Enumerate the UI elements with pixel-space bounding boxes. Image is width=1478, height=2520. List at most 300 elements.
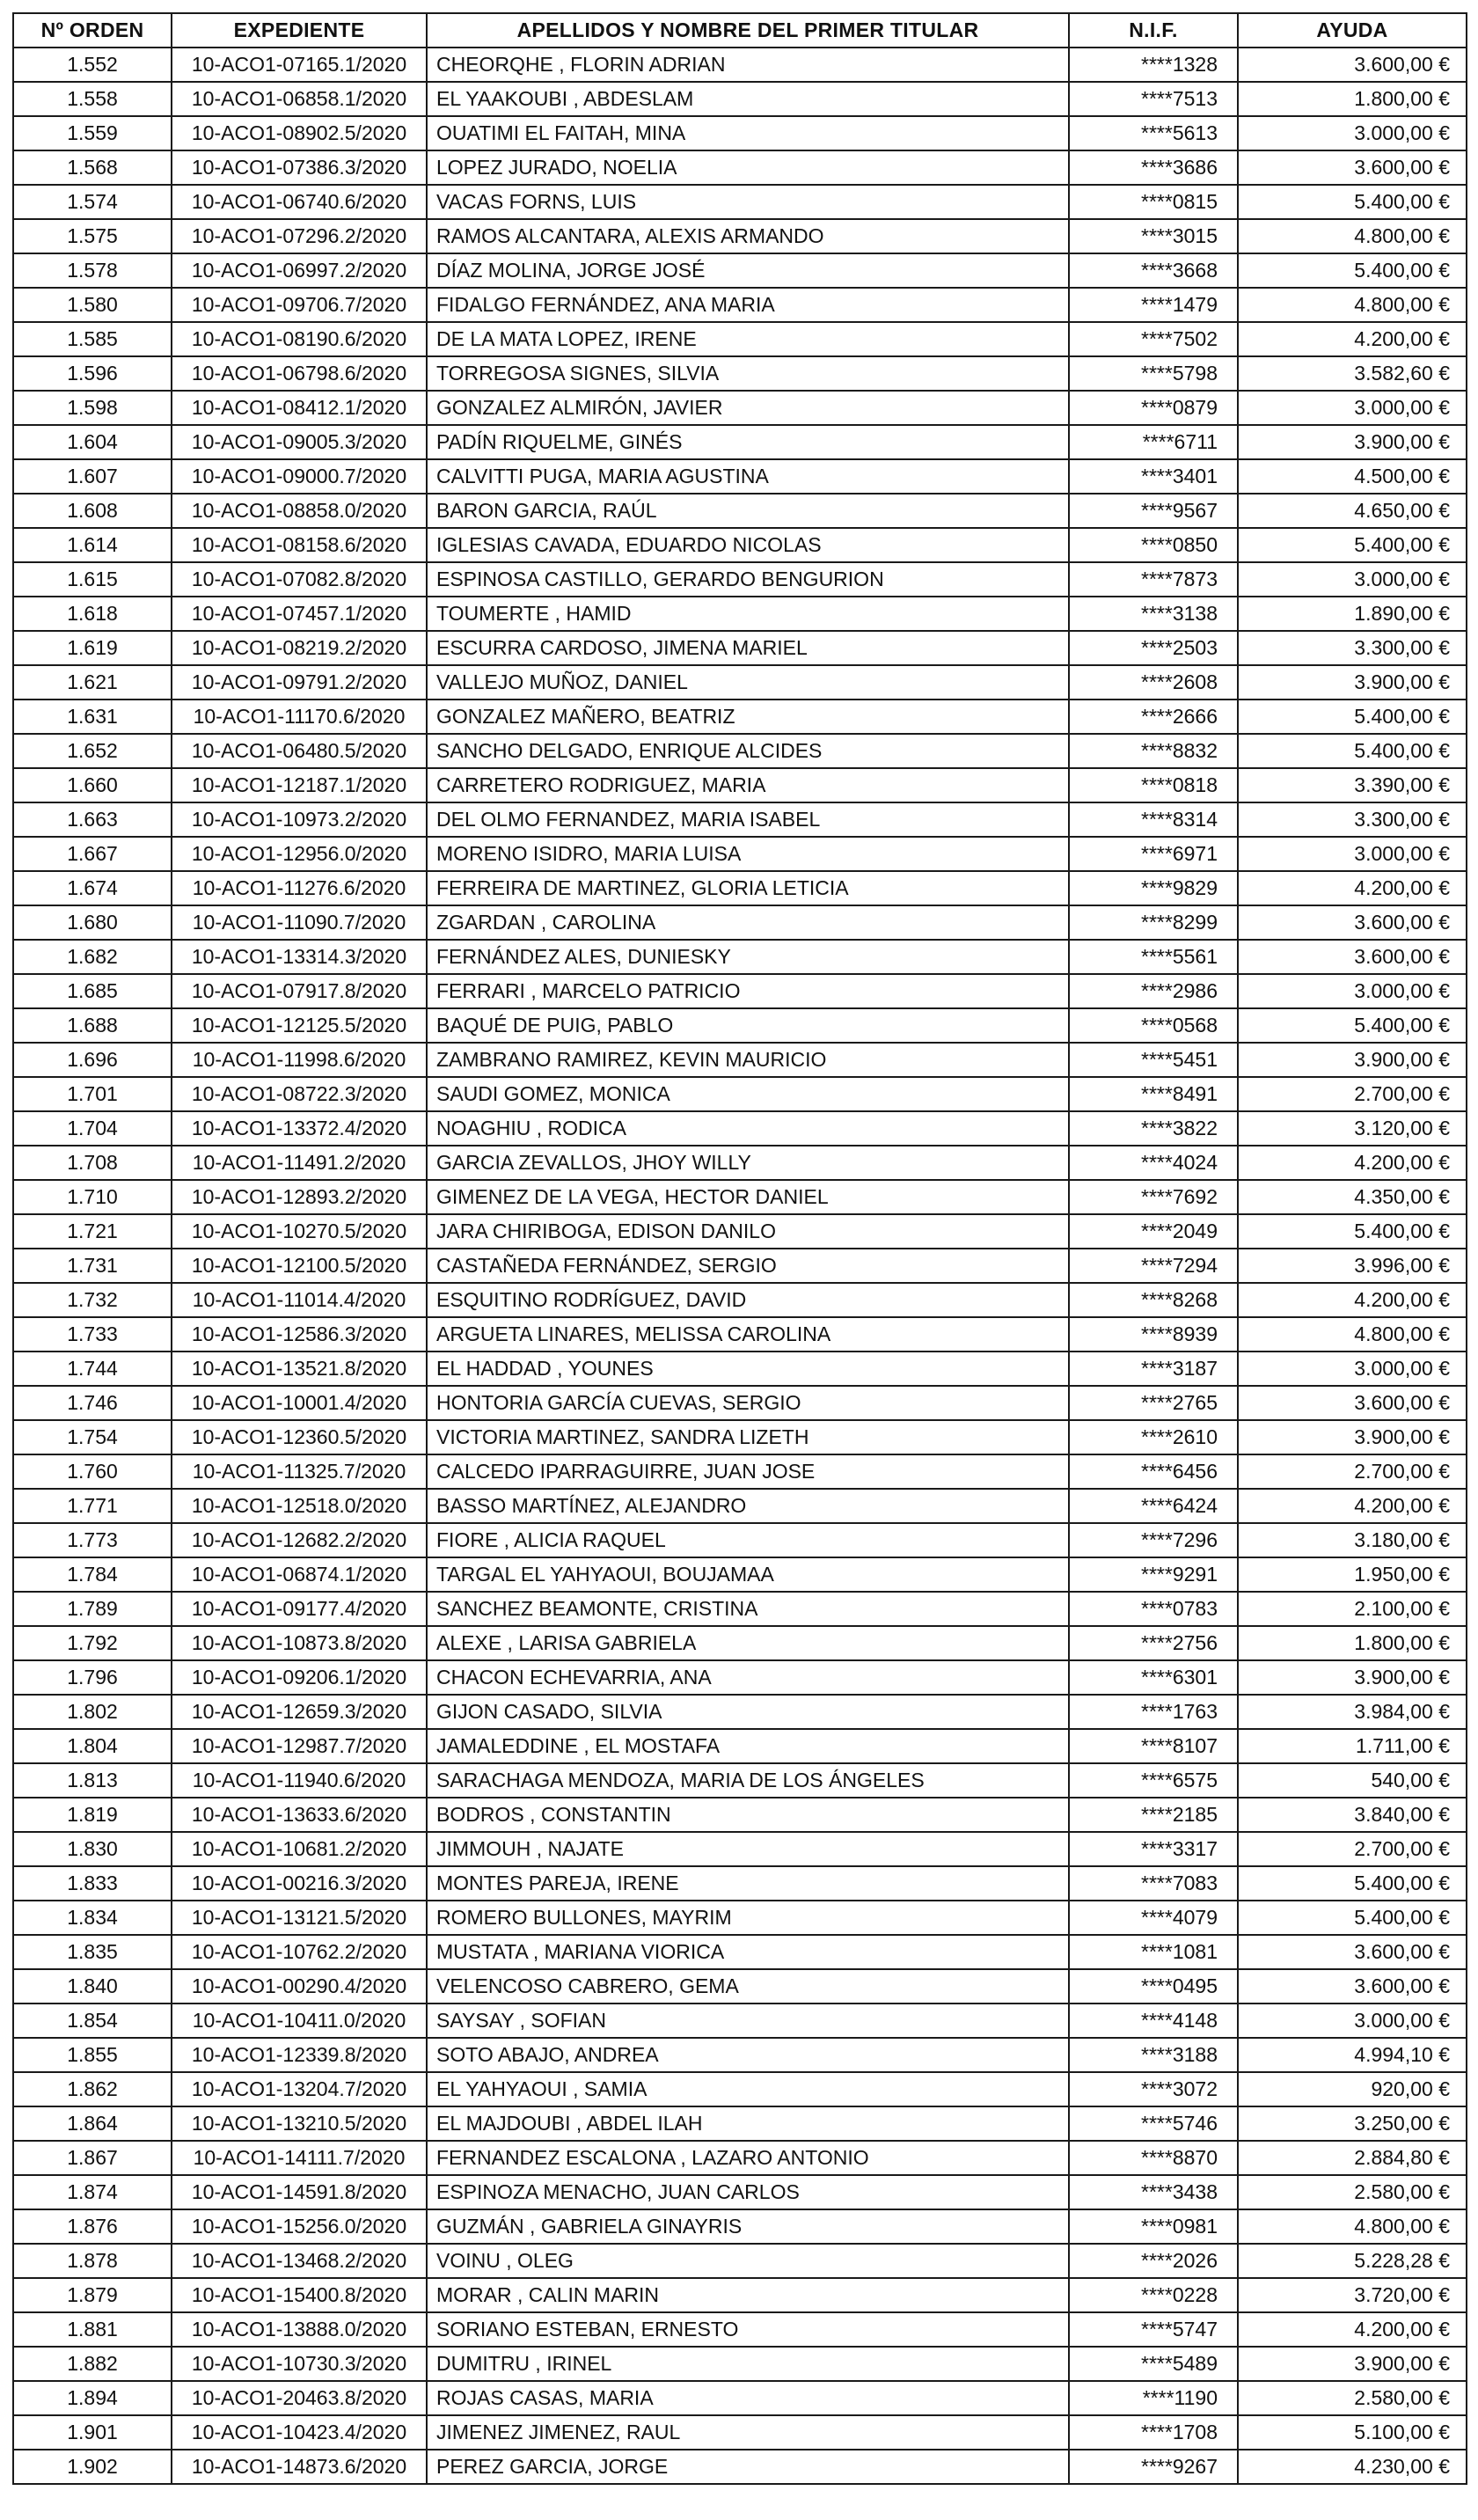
cell-expediente: 10-ACO1-12100.5/2020: [172, 1249, 427, 1283]
cell-ayuda: 3.000,00 €: [1238, 837, 1467, 871]
cell-titular: JAMALEDDINE , EL MOSTAFA: [427, 1729, 1069, 1763]
table-row: [13, 1660, 1467, 1695]
cell-nif: ****3438: [1069, 2175, 1238, 2209]
cell-ayuda: 3.000,00 €: [1238, 2004, 1467, 2038]
cell-titular: HONTORIA GARCÍA CUEVAS, SERGIO: [427, 1386, 1069, 1420]
cell-ayuda: 4.650,00 €: [1238, 494, 1467, 528]
cell-nif: ****1190: [1069, 2381, 1238, 2415]
cell-nif: ****8491: [1069, 1077, 1238, 1111]
cell-orden: 1.585: [13, 322, 172, 356]
header-ayuda: AYUDA: [1238, 13, 1467, 48]
table-row: [13, 1798, 1467, 1832]
cell-nif: ****7692: [1069, 1180, 1238, 1214]
cell-titular: JIMENEZ JIMENEZ, RAUL: [427, 2415, 1069, 2450]
cell-ayuda: 4.800,00 €: [1238, 219, 1467, 253]
cell-nif: ****8832: [1069, 734, 1238, 768]
cell-nif: ****7513: [1069, 82, 1238, 116]
cell-ayuda: 5.400,00 €: [1238, 734, 1467, 768]
cell-ayuda: 3.300,00 €: [1238, 802, 1467, 837]
cell-orden: 1.685: [13, 974, 172, 1008]
cell-orden: 1.596: [13, 356, 172, 391]
cell-titular: FERNÁNDEZ ALES, DUNIESKY: [427, 940, 1069, 974]
table-row: [13, 1077, 1467, 1111]
cell-expediente: 10-ACO1-08190.6/2020: [172, 322, 427, 356]
cell-nif: ****9267: [1069, 2450, 1238, 2484]
cell-ayuda: 3.180,00 €: [1238, 1523, 1467, 1557]
cell-titular: FIORE , ALICIA RAQUEL: [427, 1523, 1069, 1557]
cell-ayuda: 3.000,00 €: [1238, 974, 1467, 1008]
cell-ayuda: 3.000,00 €: [1238, 1352, 1467, 1386]
cell-ayuda: 4.200,00 €: [1238, 871, 1467, 905]
cell-orden: 1.796: [13, 1660, 172, 1695]
cell-orden: 1.575: [13, 219, 172, 253]
cell-titular: SAYSAY , SOFIAN: [427, 2004, 1069, 2038]
table-row: [13, 322, 1467, 356]
cell-expediente: 10-ACO1-09000.7/2020: [172, 459, 427, 494]
cell-expediente: 10-ACO1-10681.2/2020: [172, 1832, 427, 1866]
cell-expediente: 10-ACO1-08858.0/2020: [172, 494, 427, 528]
cell-nif: ****8299: [1069, 905, 1238, 940]
cell-orden: 1.552: [13, 48, 172, 82]
cell-expediente: 10-ACO1-11170.6/2020: [172, 700, 427, 734]
table-row: [13, 631, 1467, 665]
table-row: [13, 150, 1467, 185]
cell-ayuda: 4.500,00 €: [1238, 459, 1467, 494]
cell-nif: ****4079: [1069, 1901, 1238, 1935]
cell-expediente: 10-ACO1-12987.7/2020: [172, 1729, 427, 1763]
cell-titular: BARON GARCIA, RAÚL: [427, 494, 1069, 528]
table-row: [13, 288, 1467, 322]
cell-expediente: 10-ACO1-13210.5/2020: [172, 2106, 427, 2141]
cell-orden: 1.878: [13, 2244, 172, 2278]
cell-nif: ****0879: [1069, 391, 1238, 425]
table-row: [13, 2312, 1467, 2347]
table-row: [13, 528, 1467, 562]
cell-titular: ROJAS CASAS, MARIA: [427, 2381, 1069, 2415]
cell-expediente: 10-ACO1-10730.3/2020: [172, 2347, 427, 2381]
cell-orden: 1.784: [13, 1557, 172, 1592]
cell-orden: 1.607: [13, 459, 172, 494]
cell-ayuda: 5.400,00 €: [1238, 1214, 1467, 1249]
table-row: [13, 2072, 1467, 2106]
cell-expediente: 10-ACO1-08219.2/2020: [172, 631, 427, 665]
cell-nif: ****8268: [1069, 1283, 1238, 1317]
cell-nif: ****3317: [1069, 1832, 1238, 1866]
cell-nif: ****6424: [1069, 1489, 1238, 1523]
table-row: [13, 734, 1467, 768]
cell-ayuda: 3.000,00 €: [1238, 391, 1467, 425]
cell-ayuda: 2.580,00 €: [1238, 2381, 1467, 2415]
cell-expediente: 10-ACO1-10001.4/2020: [172, 1386, 427, 1420]
cell-ayuda: 3.250,00 €: [1238, 2106, 1467, 2141]
cell-nif: ****6711: [1069, 425, 1238, 459]
table-row: [13, 1901, 1467, 1935]
cell-titular: ARGUETA LINARES, MELISSA CAROLINA: [427, 1317, 1069, 1352]
cell-expediente: 10-ACO1-06858.1/2020: [172, 82, 427, 116]
cell-expediente: 10-ACO1-12360.5/2020: [172, 1420, 427, 1454]
cell-nif: ****5613: [1069, 116, 1238, 150]
cell-ayuda: 5.400,00 €: [1238, 1866, 1467, 1901]
cell-expediente: 10-ACO1-09005.3/2020: [172, 425, 427, 459]
table-row: [13, 1420, 1467, 1454]
cell-titular: SOTO ABAJO, ANDREA: [427, 2038, 1069, 2072]
table-row: [13, 1454, 1467, 1489]
cell-ayuda: 5.400,00 €: [1238, 253, 1467, 288]
cell-expediente: 10-ACO1-10270.5/2020: [172, 1214, 427, 1249]
cell-nif: ****0818: [1069, 768, 1238, 802]
cell-titular: VELENCOSO CABRERO, GEMA: [427, 1969, 1069, 2004]
cell-orden: 1.578: [13, 253, 172, 288]
cell-titular: GONZALEZ MAÑERO, BEATRIZ: [427, 700, 1069, 734]
cell-nif: ****3187: [1069, 1352, 1238, 1386]
cell-orden: 1.652: [13, 734, 172, 768]
table-row: [13, 1557, 1467, 1592]
cell-ayuda: 1.950,00 €: [1238, 1557, 1467, 1592]
cell-orden: 1.879: [13, 2278, 172, 2312]
cell-titular: BAQUÉ DE PUIG, PABLO: [427, 1008, 1069, 1043]
cell-orden: 1.901: [13, 2415, 172, 2450]
table-row: [13, 2278, 1467, 2312]
cell-expediente: 10-ACO1-14591.8/2020: [172, 2175, 427, 2209]
cell-orden: 1.674: [13, 871, 172, 905]
table-header: [13, 13, 1467, 48]
cell-titular: FIDALGO FERNÁNDEZ, ANA MARIA: [427, 288, 1069, 322]
table-row: [13, 2106, 1467, 2141]
cell-orden: 1.882: [13, 2347, 172, 2381]
cell-expediente: 10-ACO1-06480.5/2020: [172, 734, 427, 768]
cell-titular: LOPEZ JURADO, NOELIA: [427, 150, 1069, 185]
cell-nif: ****0981: [1069, 2209, 1238, 2244]
cell-ayuda: 4.350,00 €: [1238, 1180, 1467, 1214]
table-row: [13, 2415, 1467, 2450]
cell-expediente: 10-ACO1-12339.8/2020: [172, 2038, 427, 2072]
table-row: [13, 1043, 1467, 1077]
table-row: [13, 1763, 1467, 1798]
cell-titular: ESPINOZA MENACHO, JUAN CARLOS: [427, 2175, 1069, 2209]
cell-orden: 1.574: [13, 185, 172, 219]
cell-expediente: 10-ACO1-13121.5/2020: [172, 1901, 427, 1935]
cell-ayuda: 3.900,00 €: [1238, 1420, 1467, 1454]
cell-ayuda: 4.994,10 €: [1238, 2038, 1467, 2072]
cell-expediente: 10-ACO1-07165.1/2020: [172, 48, 427, 82]
cell-orden: 1.696: [13, 1043, 172, 1077]
cell-ayuda: 4.800,00 €: [1238, 2209, 1467, 2244]
beneficiaries-table: [12, 12, 1467, 2485]
cell-orden: 1.615: [13, 562, 172, 597]
cell-titular: VACAS FORNS, LUIS: [427, 185, 1069, 219]
cell-nif: ****0783: [1069, 1592, 1238, 1626]
cell-orden: 1.608: [13, 494, 172, 528]
cell-ayuda: 3.996,00 €: [1238, 1249, 1467, 1283]
cell-nif: ****6456: [1069, 1454, 1238, 1489]
cell-orden: 1.621: [13, 665, 172, 700]
cell-nif: ****7502: [1069, 322, 1238, 356]
cell-ayuda: 5.400,00 €: [1238, 1901, 1467, 1935]
cell-ayuda: 5.100,00 €: [1238, 2415, 1467, 2450]
table-row: [13, 1729, 1467, 1763]
cell-orden: 1.835: [13, 1935, 172, 1969]
cell-nif: ****3072: [1069, 2072, 1238, 2106]
cell-expediente: 10-ACO1-07917.8/2020: [172, 974, 427, 1008]
cell-titular: ZAMBRANO RAMIREZ, KEVIN MAURICIO: [427, 1043, 1069, 1077]
cell-ayuda: 4.200,00 €: [1238, 1146, 1467, 1180]
table-row: [13, 837, 1467, 871]
cell-ayuda: 1.800,00 €: [1238, 82, 1467, 116]
table-row: [13, 48, 1467, 82]
cell-titular: FERNANDEZ ESCALONA , LAZARO ANTONIO: [427, 2141, 1069, 2175]
cell-titular: GARCIA ZEVALLOS, JHOY WILLY: [427, 1146, 1069, 1180]
cell-ayuda: 3.900,00 €: [1238, 1043, 1467, 1077]
cell-expediente: 10-ACO1-06874.1/2020: [172, 1557, 427, 1592]
cell-ayuda: 3.720,00 €: [1238, 2278, 1467, 2312]
cell-titular: SANCHEZ BEAMONTE, CRISTINA: [427, 1592, 1069, 1626]
table-row: [13, 1146, 1467, 1180]
cell-titular: ESQUITINO RODRÍGUEZ, DAVID: [427, 1283, 1069, 1317]
cell-nif: ****3822: [1069, 1111, 1238, 1146]
cell-expediente: 10-ACO1-07296.2/2020: [172, 219, 427, 253]
table-row: [13, 2381, 1467, 2415]
cell-orden: 1.667: [13, 837, 172, 871]
cell-nif: ****2610: [1069, 1420, 1238, 1454]
cell-nif: ****9567: [1069, 494, 1238, 528]
cell-ayuda: 3.000,00 €: [1238, 562, 1467, 597]
table-row: [13, 2038, 1467, 2072]
cell-expediente: 10-ACO1-14111.7/2020: [172, 2141, 427, 2175]
cell-orden: 1.773: [13, 1523, 172, 1557]
table-row: [13, 2141, 1467, 2175]
table-row: [13, 425, 1467, 459]
cell-ayuda: 2.884,80 €: [1238, 2141, 1467, 2175]
cell-expediente: 10-ACO1-12893.2/2020: [172, 1180, 427, 1214]
cell-orden: 1.614: [13, 528, 172, 562]
cell-orden: 1.688: [13, 1008, 172, 1043]
cell-ayuda: 3.984,00 €: [1238, 1695, 1467, 1729]
cell-titular: IGLESIAS CAVADA, EDUARDO NICOLAS: [427, 528, 1069, 562]
cell-titular: ROMERO BULLONES, MAYRIM: [427, 1901, 1069, 1935]
cell-orden: 1.867: [13, 2141, 172, 2175]
cell-ayuda: 3.900,00 €: [1238, 665, 1467, 700]
cell-expediente: 10-ACO1-00290.4/2020: [172, 1969, 427, 2004]
cell-orden: 1.833: [13, 1866, 172, 1901]
table-row: [13, 1352, 1467, 1386]
table-row: [13, 391, 1467, 425]
cell-titular: FERRARI , MARCELO PATRICIO: [427, 974, 1069, 1008]
cell-expediente: 10-ACO1-11998.6/2020: [172, 1043, 427, 1077]
cell-ayuda: 3.600,00 €: [1238, 940, 1467, 974]
table-row: [13, 562, 1467, 597]
cell-nif: ****8870: [1069, 2141, 1238, 2175]
cell-orden: 1.771: [13, 1489, 172, 1523]
cell-orden: 1.732: [13, 1283, 172, 1317]
cell-expediente: 10-ACO1-11940.6/2020: [172, 1763, 427, 1798]
cell-expediente: 10-ACO1-08902.5/2020: [172, 116, 427, 150]
cell-nif: ****3188: [1069, 2038, 1238, 2072]
cell-expediente: 10-ACO1-10423.4/2020: [172, 2415, 427, 2450]
cell-orden: 1.663: [13, 802, 172, 837]
cell-orden: 1.874: [13, 2175, 172, 2209]
cell-orden: 1.902: [13, 2450, 172, 2484]
cell-orden: 1.830: [13, 1832, 172, 1866]
cell-ayuda: 3.300,00 €: [1238, 631, 1467, 665]
cell-titular: CALVITTI PUGA, MARIA AGUSTINA: [427, 459, 1069, 494]
table-row: [13, 1008, 1467, 1043]
cell-orden: 1.708: [13, 1146, 172, 1180]
cell-orden: 1.855: [13, 2038, 172, 2072]
cell-orden: 1.660: [13, 768, 172, 802]
header-row: [13, 13, 1467, 48]
cell-orden: 1.864: [13, 2106, 172, 2141]
cell-ayuda: 3.120,00 €: [1238, 1111, 1467, 1146]
cell-ayuda: 1.711,00 €: [1238, 1729, 1467, 1763]
cell-orden: 1.802: [13, 1695, 172, 1729]
cell-ayuda: 3.900,00 €: [1238, 1660, 1467, 1695]
cell-expediente: 10-ACO1-12956.0/2020: [172, 837, 427, 871]
cell-orden: 1.760: [13, 1454, 172, 1489]
cell-ayuda: 1.890,00 €: [1238, 597, 1467, 631]
table-row: [13, 1626, 1467, 1660]
cell-titular: SARACHAGA MENDOZA, MARIA DE LOS ÁNGELES: [427, 1763, 1069, 1798]
table-row: [13, 1695, 1467, 1729]
cell-nif: ****6575: [1069, 1763, 1238, 1798]
table-row: [13, 1592, 1467, 1626]
cell-nif: ****3138: [1069, 597, 1238, 631]
cell-titular: ALEXE , LARISA GABRIELA: [427, 1626, 1069, 1660]
table-row: [13, 459, 1467, 494]
cell-orden: 1.733: [13, 1317, 172, 1352]
cell-ayuda: 5.400,00 €: [1238, 528, 1467, 562]
cell-orden: 1.680: [13, 905, 172, 940]
table-row: [13, 1386, 1467, 1420]
cell-ayuda: 5.400,00 €: [1238, 185, 1467, 219]
cell-orden: 1.894: [13, 2381, 172, 2415]
table-row: [13, 1111, 1467, 1146]
cell-nif: ****8939: [1069, 1317, 1238, 1352]
cell-orden: 1.598: [13, 391, 172, 425]
cell-expediente: 10-ACO1-13521.8/2020: [172, 1352, 427, 1386]
cell-expediente: 10-ACO1-11491.2/2020: [172, 1146, 427, 1180]
header-orden: Nº ORDEN: [13, 13, 172, 48]
cell-titular: JIMMOUH , NAJATE: [427, 1832, 1069, 1866]
cell-orden: 1.746: [13, 1386, 172, 1420]
cell-nif: ****9829: [1069, 871, 1238, 905]
cell-orden: 1.881: [13, 2312, 172, 2347]
cell-titular: VALLEJO MUÑOZ, DANIEL: [427, 665, 1069, 700]
cell-titular: EL MAJDOUBI , ABDEL ILAH: [427, 2106, 1069, 2141]
cell-nif: ****2666: [1069, 700, 1238, 734]
cell-nif: ****0228: [1069, 2278, 1238, 2312]
cell-expediente: 10-ACO1-09706.7/2020: [172, 288, 427, 322]
cell-expediente: 10-ACO1-09206.1/2020: [172, 1660, 427, 1695]
cell-titular: DÍAZ MOLINA, JORGE JOSÉ: [427, 253, 1069, 288]
cell-nif: ****1479: [1069, 288, 1238, 322]
cell-nif: ****3015: [1069, 219, 1238, 253]
cell-orden: 1.580: [13, 288, 172, 322]
cell-orden: 1.834: [13, 1901, 172, 1935]
cell-nif: ****1328: [1069, 48, 1238, 82]
cell-nif: ****5798: [1069, 356, 1238, 391]
cell-ayuda: 3.600,00 €: [1238, 1969, 1467, 2004]
cell-expediente: 10-ACO1-11325.7/2020: [172, 1454, 427, 1489]
cell-titular: ESCURRA CARDOSO, JIMENA MARIEL: [427, 631, 1069, 665]
cell-nif: ****5451: [1069, 1043, 1238, 1077]
cell-expediente: 10-ACO1-14873.6/2020: [172, 2450, 427, 2484]
cell-ayuda: 920,00 €: [1238, 2072, 1467, 2106]
cell-orden: 1.792: [13, 1626, 172, 1660]
table-row: [13, 700, 1467, 734]
cell-titular: GONZALEZ ALMIRÓN, JAVIER: [427, 391, 1069, 425]
cell-nif: ****0568: [1069, 1008, 1238, 1043]
cell-titular: DE LA MATA LOPEZ, IRENE: [427, 322, 1069, 356]
cell-expediente: 10-ACO1-08158.6/2020: [172, 528, 427, 562]
cell-expediente: 10-ACO1-06997.2/2020: [172, 253, 427, 288]
cell-expediente: 10-ACO1-12682.2/2020: [172, 1523, 427, 1557]
cell-titular: TOUMERTE , HAMID: [427, 597, 1069, 631]
cell-titular: ZGARDAN , CAROLINA: [427, 905, 1069, 940]
cell-titular: DEL OLMO FERNANDEZ, MARIA ISABEL: [427, 802, 1069, 837]
cell-nif: ****2503: [1069, 631, 1238, 665]
cell-expediente: 10-ACO1-08722.3/2020: [172, 1077, 427, 1111]
cell-expediente: 10-ACO1-13372.4/2020: [172, 1111, 427, 1146]
cell-titular: SORIANO ESTEBAN, ERNESTO: [427, 2312, 1069, 2347]
table-row: [13, 253, 1467, 288]
cell-nif: ****7083: [1069, 1866, 1238, 1901]
table-row: [13, 871, 1467, 905]
cell-titular: BODROS , CONSTANTIN: [427, 1798, 1069, 1832]
cell-orden: 1.804: [13, 1729, 172, 1763]
cell-ayuda: 3.900,00 €: [1238, 2347, 1467, 2381]
cell-titular: CASTAÑEDA FERNÁNDEZ, SERGIO: [427, 1249, 1069, 1283]
cell-orden: 1.819: [13, 1798, 172, 1832]
cell-nif: ****5747: [1069, 2312, 1238, 2347]
cell-titular: PEREZ GARCIA, JORGE: [427, 2450, 1069, 2484]
table-row: [13, 665, 1467, 700]
cell-titular: MORENO ISIDRO, MARIA LUISA: [427, 837, 1069, 871]
cell-nif: ****5746: [1069, 2106, 1238, 2141]
table-row: [13, 82, 1467, 116]
header-titular: APELLIDOS Y NOMBRE DEL PRIMER TITULAR: [427, 13, 1069, 48]
cell-ayuda: 5.400,00 €: [1238, 1008, 1467, 1043]
cell-ayuda: 2.700,00 €: [1238, 1077, 1467, 1111]
cell-titular: RAMOS ALCANTARA, ALEXIS ARMANDO: [427, 219, 1069, 253]
cell-expediente: 10-ACO1-15400.8/2020: [172, 2278, 427, 2312]
cell-ayuda: 4.800,00 €: [1238, 288, 1467, 322]
cell-expediente: 10-ACO1-09177.4/2020: [172, 1592, 427, 1626]
cell-orden: 1.731: [13, 1249, 172, 1283]
cell-nif: ****8314: [1069, 802, 1238, 837]
cell-nif: ****8107: [1069, 1729, 1238, 1763]
cell-expediente: 10-ACO1-11014.4/2020: [172, 1283, 427, 1317]
table-row: [13, 1249, 1467, 1283]
cell-expediente: 10-ACO1-10973.2/2020: [172, 802, 427, 837]
cell-expediente: 10-ACO1-09791.2/2020: [172, 665, 427, 700]
cell-nif: ****1763: [1069, 1695, 1238, 1729]
cell-orden: 1.744: [13, 1352, 172, 1386]
cell-nif: ****3686: [1069, 150, 1238, 185]
cell-orden: 1.721: [13, 1214, 172, 1249]
cell-expediente: 10-ACO1-06740.6/2020: [172, 185, 427, 219]
cell-ayuda: 2.580,00 €: [1238, 2175, 1467, 2209]
cell-orden: 1.876: [13, 2209, 172, 2244]
cell-orden: 1.618: [13, 597, 172, 631]
cell-ayuda: 2.700,00 €: [1238, 1832, 1467, 1866]
table-row: [13, 1214, 1467, 1249]
cell-expediente: 10-ACO1-12586.3/2020: [172, 1317, 427, 1352]
cell-expediente: 10-ACO1-11276.6/2020: [172, 871, 427, 905]
cell-expediente: 10-ACO1-06798.6/2020: [172, 356, 427, 391]
cell-titular: CALCEDO IPARRAGUIRRE, JUAN JOSE: [427, 1454, 1069, 1489]
header-expediente: EXPEDIENTE: [172, 13, 427, 48]
cell-nif: ****3668: [1069, 253, 1238, 288]
